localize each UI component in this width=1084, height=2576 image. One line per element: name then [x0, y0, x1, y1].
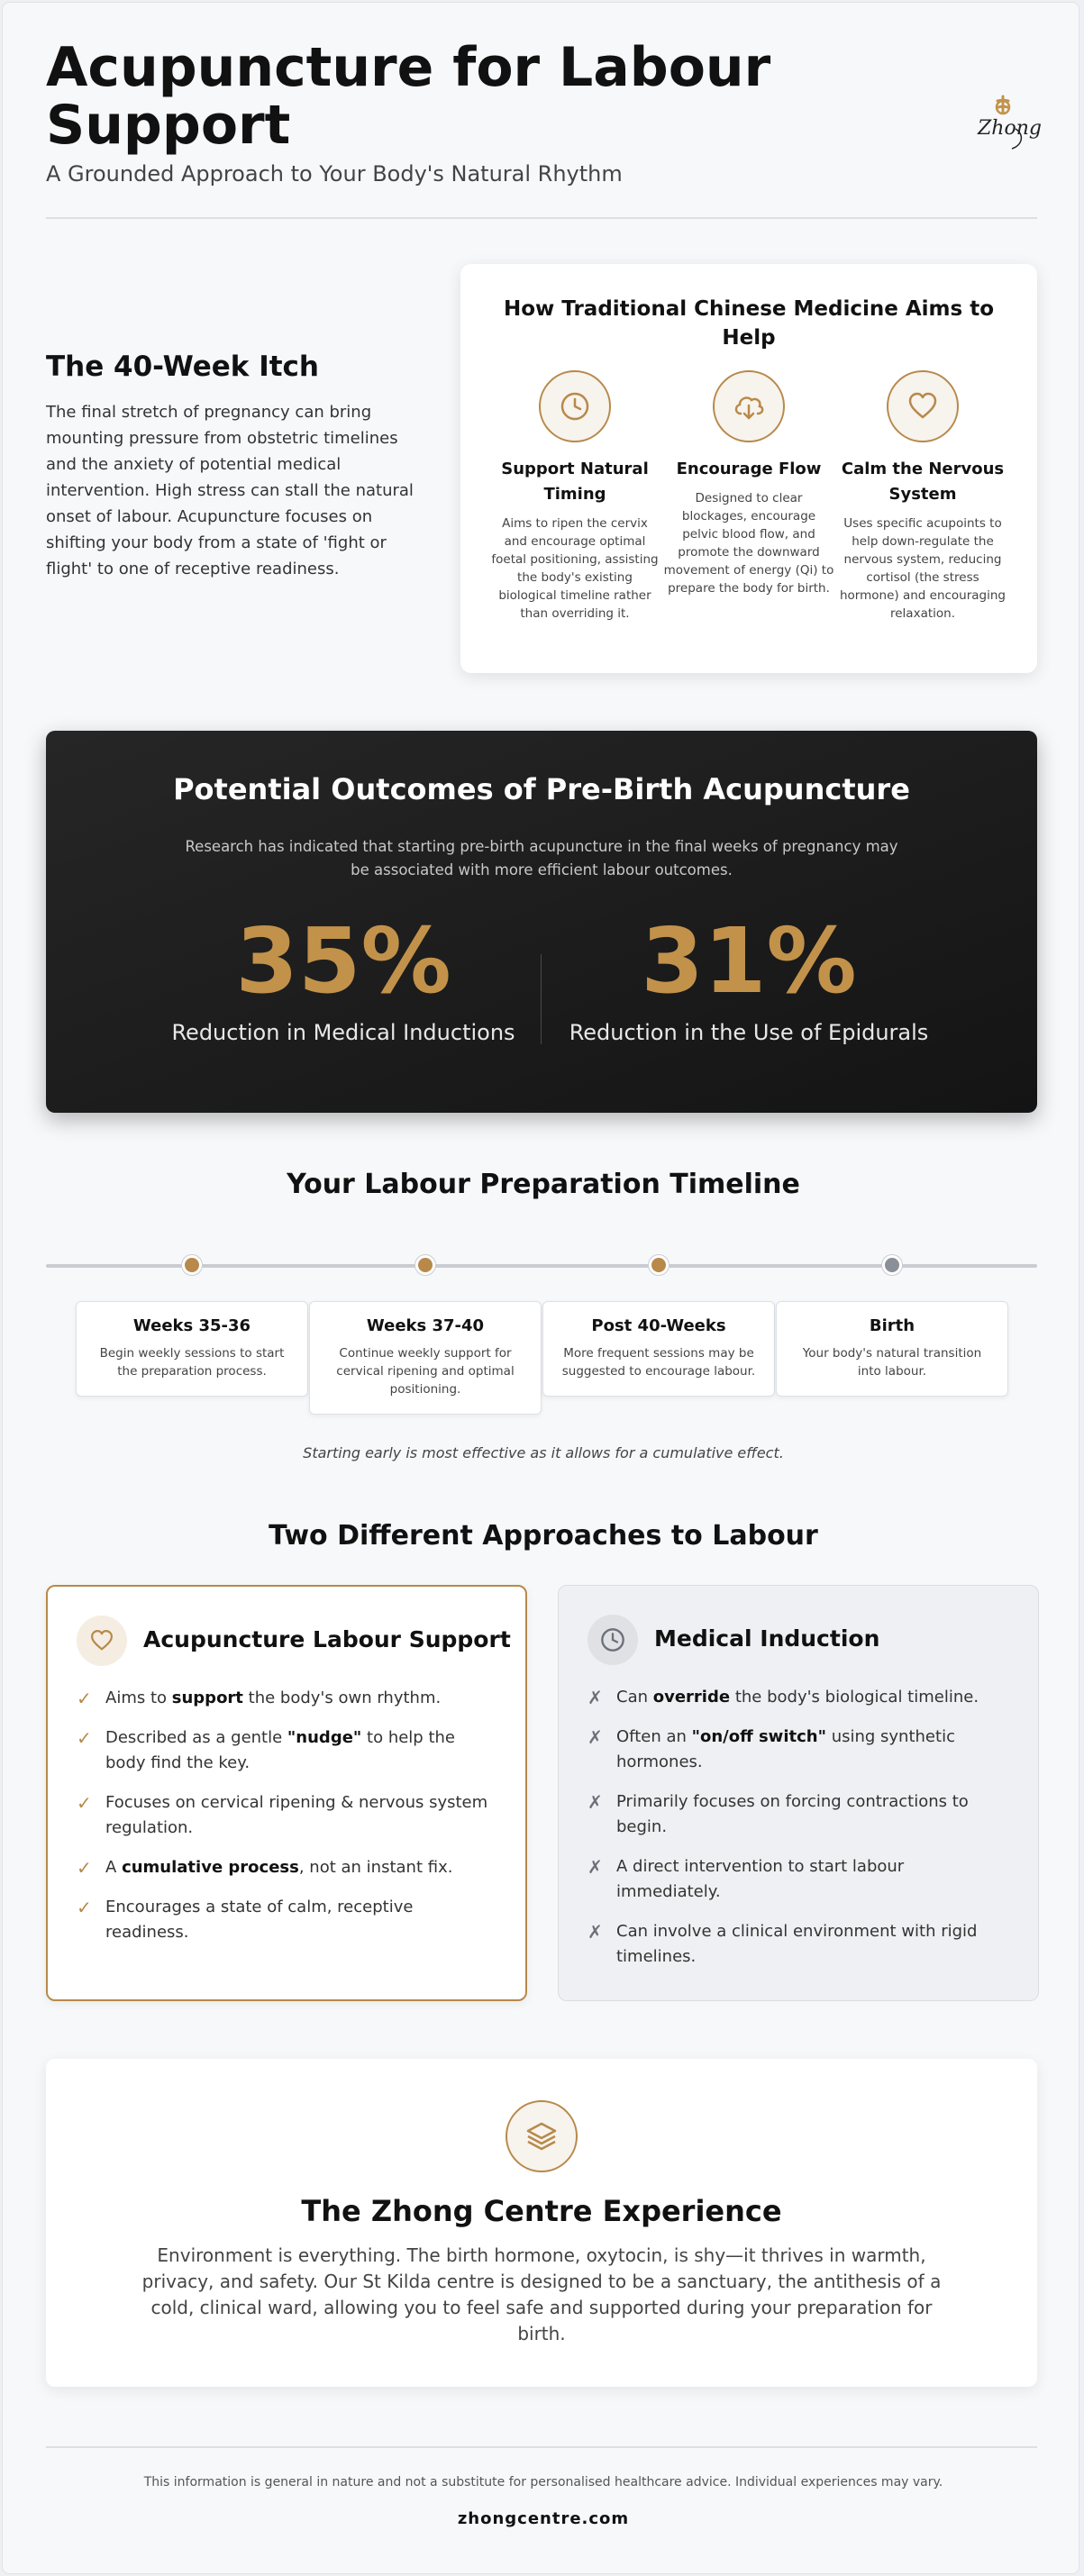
medical-card	[558, 1585, 1039, 2001]
acupuncture-card	[46, 1585, 527, 2001]
page	[2, 2, 1079, 2574]
logo	[970, 89, 1042, 152]
zhong-card	[46, 2059, 1037, 2387]
tcm-title: How Traditional Chinese Medicine Aims to Help	[503, 297, 995, 350]
timeline-note: Starting early is most effective as it allows for a cumulative effect.	[303, 1444, 784, 1461]
timeline-step-title: Weeks 35-36	[132, 1316, 251, 1335]
page-subtitle: A Grounded Approach to Your Body's Natural Rhythm	[46, 161, 623, 187]
list-item: ✗ Can override the body's biological timeline.	[588, 1687, 979, 1708]
check-icon: ✓	[77, 1727, 92, 1749]
medical-title: Medical Induction	[654, 1625, 880, 1652]
page-title: Acupuncture for Labour Support	[46, 36, 771, 157]
stat-value: 31%	[641, 908, 857, 1014]
tcm-card	[460, 264, 1037, 673]
layers-icon	[506, 2100, 578, 2172]
list-item: ✓ Described as a gentle "nudge" to help the body find the key.	[77, 1725, 500, 1776]
timeline-dot	[882, 1255, 902, 1275]
cross-icon: ✗	[588, 1687, 603, 1708]
timeline-title: Your Labour Preparation Timeline	[287, 1169, 800, 1200]
list-item: ✓ Focuses on cervical ripening & nervous system regulation.	[77, 1790, 500, 1841]
tcm-item-text: Designed to clear blockages, encourage pelvic blood flow, and promote the downward movement of energy (Qi) to prepare the body for birth.	[663, 491, 834, 596]
stat-inductions	[154, 907, 533, 1046]
heart-icon	[77, 1616, 127, 1666]
tcm-item-flow	[663, 370, 834, 597]
download-cloud-icon	[713, 370, 785, 442]
timeline-step-title: Weeks 37-40	[366, 1316, 485, 1335]
timeline-step-text: Begin weekly sessions to start the preparation process.	[99, 1346, 285, 1379]
check-icon: ✓	[77, 1897, 92, 1918]
tcm-item-heading: Support Natural Timing	[501, 460, 649, 504]
intro-title: The 40-Week Itch	[46, 350, 319, 383]
timeline-dot	[182, 1255, 202, 1275]
list-item: ✓ Aims to support the body's own rhythm.	[77, 1688, 442, 1709]
timeline-step	[309, 1301, 542, 1415]
cross-icon: ✗	[588, 1791, 603, 1813]
tcm-item-heading: Encourage Flow	[676, 460, 822, 478]
stat-label: Reduction in the Use of Epidurals	[569, 1020, 929, 1045]
cross-icon: ✗	[588, 1921, 603, 1943]
timeline-dot	[415, 1255, 435, 1275]
tcm-item-heading: Calm the Nervous System	[841, 460, 1005, 504]
footer-disclaimer: This information is general in nature and not a substitute for personalised healthcare advice. Individual experiences may vary.	[143, 2475, 943, 2490]
check-icon: ✓	[77, 1857, 92, 1879]
stat-epidurals	[560, 907, 938, 1046]
logo-text: Zhong	[978, 117, 1042, 140]
tcm-item-calm	[837, 370, 1008, 623]
list-item: ✗ A direct intervention to start labour immediately.	[588, 1854, 1011, 1905]
tcm-item-text: Uses specific acupoints to help down-regulate the nervous system, reducing cortisol (the stress hormone) and encouraging relaxation.	[839, 516, 1007, 621]
stat-label: Reduction in Medical Inductions	[171, 1020, 515, 1045]
approaches-title: Two Different Approaches to Labour	[269, 1520, 818, 1552]
header-divider	[46, 217, 1037, 219]
timeline-step	[76, 1301, 308, 1397]
cross-icon: ✗	[588, 1856, 603, 1878]
timeline-step-title: Birth	[869, 1316, 915, 1335]
tcm-item-timing	[489, 370, 660, 623]
outcomes-panel	[46, 731, 1037, 1113]
clock-icon	[539, 370, 611, 442]
timeline-step-text: Continue weekly support for cervical ripening and optimal positioning.	[336, 1346, 515, 1397]
check-icon: ✓	[77, 1792, 92, 1814]
timeline-step	[542, 1301, 775, 1397]
footer-url[interactable]: zhongcentre.com	[457, 2509, 630, 2528]
stat-divider	[541, 954, 542, 1044]
timeline-step	[776, 1301, 1008, 1397]
timeline-dot	[649, 1255, 669, 1275]
outcomes-title: Potential Outcomes of Pre-Birth Acupuncture	[173, 772, 910, 806]
list-item: ✓ A cumulative process, not an instant fix.	[77, 1857, 453, 1879]
zhong-text: Environment is everything. The birth hormone, oxytocin, is shy—it thrives in warmth, privacy, and safety. Our St Kilda centre is designed to be a sanctuary, the antithesis of a cold, clinical ward, allowing you to feel safe and supported during your preparation for birth.	[141, 2244, 942, 2344]
check-icon: ✓	[77, 1688, 92, 1709]
list-item: ✗ Often an "on/off switch" using synthetic hormones.	[588, 1725, 1011, 1775]
stat-value: 35%	[235, 908, 451, 1014]
clock-icon	[588, 1615, 638, 1665]
outcomes-description: Research has indicated that starting pre-birth acupuncture in the final weeks of pregnancy may be associated with more efficient labour outcomes.	[185, 838, 898, 878]
list-item: ✗ Primarily focuses on forcing contractions to begin.	[588, 1789, 1011, 1840]
heart-icon	[887, 370, 959, 442]
timeline-step-title: Post 40-Weeks	[591, 1316, 726, 1335]
zhong-title: The Zhong Centre Experience	[301, 2194, 782, 2228]
timeline-step-text: More frequent sessions may be suggested to encourage labour.	[561, 1346, 756, 1379]
acupuncture-title: Acupuncture Labour Support	[143, 1626, 511, 1652]
intro-text: The final stretch of pregnancy can bring mounting pressure from obstetric timelines and the anxiety of potential medical intervention. High stress can stall the natural onset of labour. Acupuncture focuses on shifting your body from a state of 'fight or flight' to one of receptive readiness.	[46, 403, 414, 578]
timeline-step-text: Your body's natural transition into labour.	[802, 1346, 982, 1379]
footer-divider	[46, 2446, 1037, 2448]
list-item: ✗ Can involve a clinical environment with rigid timelines.	[588, 1919, 1011, 1970]
cross-icon: ✗	[588, 1726, 603, 1748]
tcm-item-text: Aims to ripen the cervix and encourage optimal foetal positioning, assisting the body's existing biological timeline rather than overriding it.	[491, 516, 659, 621]
logo-mark	[970, 89, 1042, 152]
list-item: ✓ Encourages a state of calm, receptive readiness.	[77, 1895, 500, 1945]
